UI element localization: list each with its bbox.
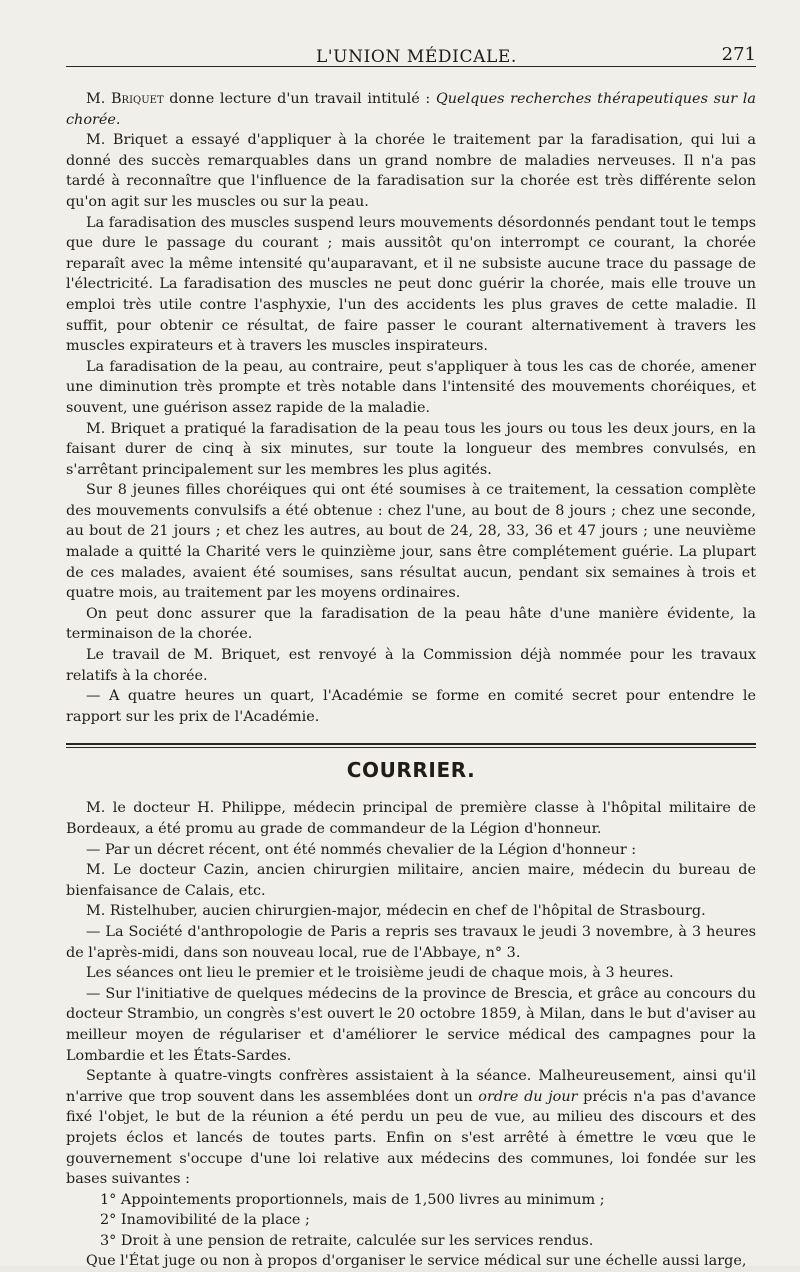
courrier-section bbox=[66, 798, 756, 1272]
section-divider bbox=[66, 743, 756, 748]
emphasis: ordre du jour bbox=[478, 1088, 578, 1105]
paragraph: — Par un décret récent, ont été nommés chevalier de la Légion d'honneur : bbox=[86, 841, 637, 858]
paragraph: La faradisation des muscles suspend leurs mouvements désordonnés pendant tout le temps que dure le passage du courant ; mais aussitôt qu'on interrompt ce courant, la chorée reparaît avec la même intensité qu'auparavant, et il ne subsiste aucune trace du passage de l'électricité. La faradisation des muscles ne peut donc guérir la chorée, mais elle trouve un emploi très utile contre l'asphyxie, l'un des accidents les plus graves de cette maladie. Il suffit, pour obtenir ce résultat, de faire passer le courant alternativement à travers les muscles expirateurs et à travers les muscles inspirateurs. bbox=[66, 214, 756, 355]
work-title: Quelques recherches thérapeutiques sur la chorée. bbox=[66, 91, 756, 128]
paragraph bbox=[66, 89, 756, 130]
paragraph: Sur 8 jeunes filles choréiques qui ont été soumises à ce traitement, la cessation complète des mouvements convulsifs a été obtenue : chez l'une, au bout de 8 jours ; chez une seconde, au bout de 21 jours ; et chez les autres, au bout de 24, 28, 33, 36 et 47 jours ; une neuvième malade a quitté la Charité vers le quinzième jour, sans être complétement guérie. La plupart de ces malades, avaient été soumises, sans résultat aucun, pendant six semaines à trois et quatre mois, au traitement par les moyens ordinaires. bbox=[66, 482, 756, 602]
paragraph: On peut donc assurer que la faradisation de la peau hâte d'une manière évidente, la terminaison de la chorée. bbox=[66, 605, 756, 643]
page-number: 271 bbox=[721, 44, 756, 65]
paragraph: Les séances ont lieu le premier et le troisième jeudi de chaque mois, à 3 heures. bbox=[86, 965, 674, 982]
paragraph: M. Briquet a pratiqué la faradisation de la peau tous les jours ou tous les deux jours, en la faisant durer de cinq à six minutes, sur toute la longueur des membres convulsés, en s'arrêtant principalement sur les membres les plus agités. bbox=[66, 420, 756, 478]
paragraph: Que l'État juge ou non à propos d'organiser le service médical sur une échelle aussi large, bbox=[86, 1253, 747, 1270]
paragraph: — La Société d'anthropologie de Paris a repris ses travaux le jeudi 3 novembre, à 3 heures de l'après-midi, dans son nouveau local, rue de l'Abbaye, n° 3. bbox=[66, 923, 756, 961]
paragraph-text: donne lecture d'un travail intitulé : bbox=[163, 91, 436, 107]
running-head bbox=[66, 0, 756, 67]
speaker-name: M. Briquet bbox=[86, 91, 164, 107]
list-item: 1° Appointements proportionnels, mais de 1,500 livres au minimum ; bbox=[100, 1191, 605, 1208]
list-item: 3° Droit à une pension de retraite, calculée sur les services rendus. bbox=[100, 1232, 594, 1249]
academy-proceedings bbox=[66, 89, 756, 727]
paragraph: Le travail de M. Briquet, est renvoyé à la Commission déjà nommée pour les travaux relatifs à la chorée. bbox=[66, 647, 756, 684]
paragraph: — A quatre heures un quart, l'Académie se forme en comité secret pour entendre le rapport sur les prix de l'Académie. bbox=[66, 688, 756, 725]
list-item: 2° Inamovibilité de la place ; bbox=[100, 1212, 310, 1229]
section-title: COURRIER. bbox=[346, 758, 476, 783]
paragraph: M. le docteur H. Philippe, médecin principal de première classe à l'hôpital militaire de Bordeaux, a été promu au grade de commandeur de la Légion d'honneur. bbox=[66, 800, 756, 837]
paragraph: La faradisation de la peau, au contraire, peut s'appliquer à tous les cas de chorée, amener une diminution très prompte et très notable dans l'intensité des mouvements choréiques, et souvent, une guérison assez rapide de la maladie. bbox=[66, 358, 756, 416]
paragraph: M. Briquet a essayé d'appliquer à la chorée le traitement par la faradisation, qui lui a donné des succès remarquables dans un grand nombre de maladies nerveuses. Il n'a pas tardé à reconnaître que l'influence de la faradisation sur la chorée est très différente selon qu'on agit sur les muscles ou sur la peau. bbox=[66, 132, 756, 210]
paragraph: M. Le docteur Cazin, ancien chirurgien militaire, ancien maire, médecin du bureau de bienfaisance de Calais, etc. bbox=[66, 862, 756, 899]
paragraph-text: Septante à quatre-vingts confrères assistaient à la séance. Malheureusement, ainsi qu'il n'arrive que trop souvent dans les assemblées dont un bbox=[66, 1068, 756, 1105]
paragraph: — Sur l'initiative de quelques médecins de la province de Brescia, et grâce au concours du docteur Strambio, un congrès s'est ouvert le 20 octobre 1859, à Milan, dans le but d'aviser au meilleur moyen de régulariser et d'améliorer le service médical des campagnes pour la Lombardie et les États-Sardes. bbox=[66, 985, 756, 1064]
paragraph-text: précis n'a pas d'avance fixé l'objet, le but de la réunion a été perdu un peu de vue, au milieu des discours et des projets éclos et lancés de toutes parts. Enfin on s'est arrêté à émettre le vœu que le gouvernement s'occupe d'une loi relative aux médecins des communes, loi fondée sur les bases suivantes : bbox=[66, 1088, 757, 1188]
journal-title: L'UNION MÉDICALE. bbox=[316, 47, 517, 67]
paragraph bbox=[66, 1066, 756, 1190]
paragraph: M. Ristelhuber, aucien chirurgien-major, médecin en chef de l'hôpital de Strasbourg. bbox=[86, 903, 706, 920]
